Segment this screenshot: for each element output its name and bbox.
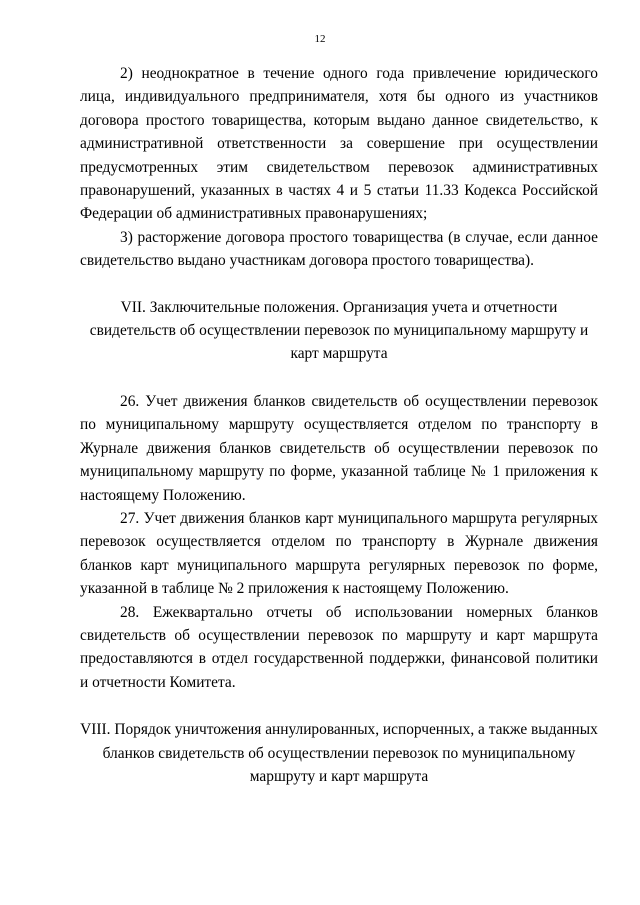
page-number: 12	[314, 33, 326, 45]
paragraph-27: 27. Учет движения бланков карт муниципального маршрута регулярных перевозок осуществляется отделом по транспорту в Журнале движения бланков карт муниципального маршрута регулярных перевозок по форме, указанной в таблице № 2 приложения к настоящему Положению.	[80, 509, 598, 598]
section-8-heading: VIII. Порядок уничтожения аннулированных, испорченных, а также выданных бланков свидетельств об осуществлении перевозок по муниципальному маршруту и карт маршрута	[80, 721, 598, 785]
paragraph-item-3: 3) расторжение договора простого товарищества (в случае, если данное свидетельство выдано участникам договора простого товарищества).	[80, 228, 598, 270]
document-body	[80, 62, 598, 788]
paragraph-item-2: 2) неоднократное в течение одного года привлечение юридического лица, индивидуального предпринимателя, хотя бы одного из участников договора простого товарищества, которым выдано данное свидетельство, к административной ответственности за совершение при осуществлении предусмотренных этим свидетельством перевозок административных правонарушений, указанных в частях 4 и 5 статьи 11.33 Кодекса Российской Федерации об административных правонарушениях;	[80, 65, 598, 223]
section-7-heading: VII. Заключительные положения. Организация учета и отчетности свидетельств об осуществлении перевозок по муниципальному маршруту и карт маршрута	[89, 298, 589, 363]
paragraph-26: 26. Учет движения бланков свидетельств об осуществлении перевозок по муниципальному маршруту осуществляется отделом по транспорту в Журнале движения бланков свидетельств об осуществлении перевозок по муниципальному маршруту по форме, указанной таблице № 1 приложения к настоящему Положению.	[80, 392, 598, 504]
paragraph-28: 28. Ежеквартально отчеты об использовании номерных бланков свидетельств об осуществлении перевозок по маршруту и карт маршрута предоставляются в отдел государственной поддержки, финансовой политики и отчетности Комитета.	[80, 603, 598, 691]
